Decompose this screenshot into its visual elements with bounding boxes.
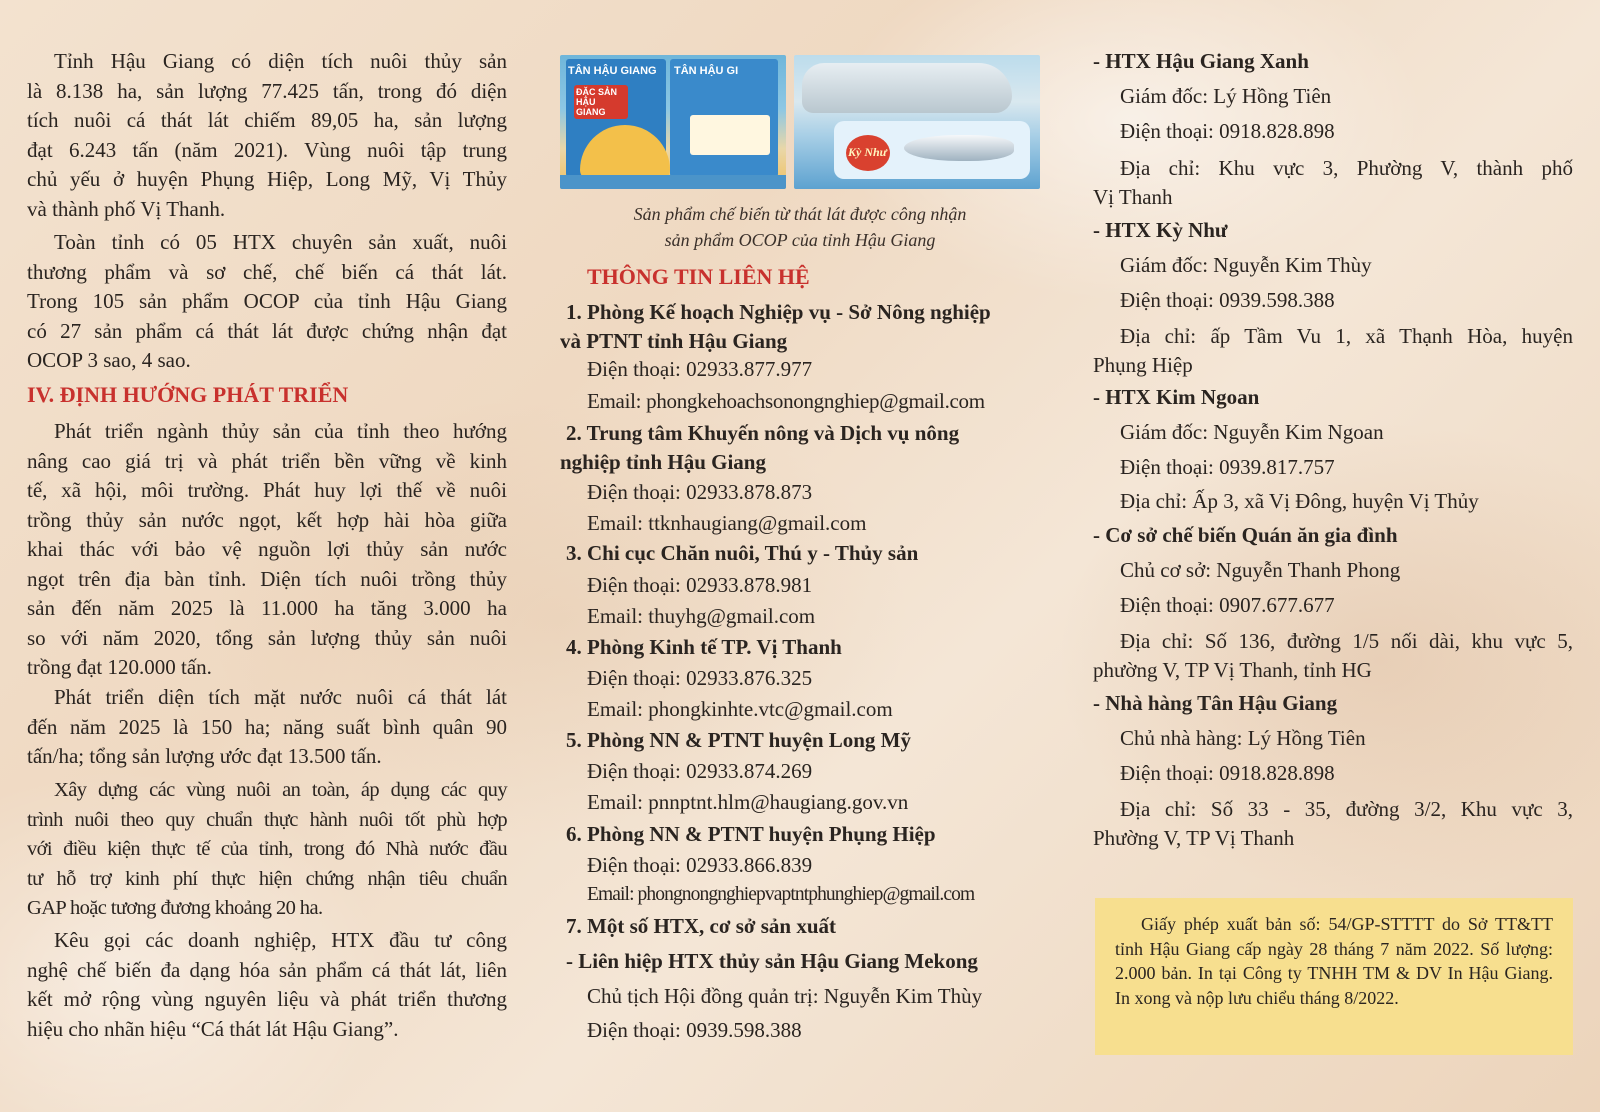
paragraph-line: thương phẩm và sơ chế, chế biến cá thát lát. [27, 259, 507, 284]
org-4-owner: Chủ cơ sở: Nguyễn Thanh Phong [1120, 558, 1401, 582]
contact-2-email: Email: ttknhaugiang@gmail.com [587, 511, 867, 535]
paragraph-target-2025 [27, 683, 507, 772]
org-2-name: - HTX Kỳ Như [1093, 218, 1228, 242]
fish-package-label: Kỳ Như [848, 145, 887, 159]
paragraph-line: GAP hoặc tương đương khoảng 20 ha. [27, 897, 323, 919]
photo-caption [560, 201, 1040, 253]
paragraph-line: so với năm 2020, tổng sản lượng thủy sản nuôi [27, 625, 507, 650]
paragraph-line: với điều kiện thực tế của tỉnh, trong đó Nhà nước đầu [27, 838, 507, 860]
paragraph-cooperatives [27, 228, 507, 376]
photo-caption-line-1: Sản phẩm chế biến từ thát lát được công nhận [633, 204, 967, 224]
contact-1-title-line-2: và PTNT tỉnh Hậu Giang [560, 329, 788, 353]
contact-6-email: Email: phongnongnghiepvaptntphunghiep@gmail.com [587, 884, 975, 905]
paragraph-line: tích nuôi cá thát lát chiếm 89,05 ha, sản lượng [27, 108, 507, 132]
org-1-name: - HTX Hậu Giang Xanh [1093, 49, 1309, 73]
paragraph-line: kết mở rộng vùng nguyên liệu và phát triển thương [27, 987, 507, 1011]
paragraph-line: Tỉnh Hậu Giang có diện tích nuôi thủy sản [54, 49, 507, 73]
contact-6-title: 6. Phòng NN & PTNT huyện Phụng Hiệp [566, 822, 936, 846]
paragraph-call-investment [27, 926, 507, 1044]
paragraph-line: trồng thủy sản nước ngọt, kết hợp hài hòa giữa [27, 507, 507, 532]
org-4-address-line-1: Địa chỉ: Số 136, đường 1/5 nối dài, khu vực 5, [1120, 629, 1573, 653]
org-5-address [1093, 795, 1573, 853]
paragraph-line: sản đến năm 2025 là 11.000 ha tăng 3.000 ha [27, 596, 507, 620]
paragraph-line: Xây dựng các vùng nuôi an toàn, áp dụng các quy [54, 779, 507, 801]
org-2-director: Giám đốc: Nguyễn Kim Thùy [1120, 253, 1372, 277]
paragraph-line: Toàn tỉnh có 05 HTX chuyên sản xuất, nuôi [54, 230, 507, 254]
contact-6-phone: Điện thoại: 02933.866.839 [587, 853, 813, 877]
contact-4-title: 4. Phòng Kinh tế TP. Vị Thanh [566, 635, 842, 659]
section-title-development: IV. ĐỊNH HƯỚNG PHÁT TRIỂN [27, 382, 349, 407]
paragraph-line: và thành phố Vị Thanh. [27, 196, 226, 221]
photo-caption-line-2: sản phẩm OCOP của tỉnh Hậu Giang [664, 230, 936, 250]
contact-5-phone: Điện thoại: 02933.874.269 [587, 759, 813, 783]
org-4-address [1093, 627, 1573, 685]
contact-2-title-line-2: nghiệp tỉnh Hậu Giang [560, 450, 766, 474]
org-1-address-line-2: Vị Thanh [1093, 185, 1173, 209]
fish-illustration [904, 135, 1014, 161]
org-4-phone: Điện thoại: 0907.677.677 [1120, 593, 1335, 617]
box-front-panel [690, 115, 770, 155]
contact-5-title: 5. Phòng NN & PTNT huyện Long Mỹ [566, 728, 912, 752]
org-1-address-line-1: Địa chỉ: Khu vực 3, Phường V, thành phố [1120, 156, 1573, 180]
contact-1-phone: Điện thoại: 02933.877.977 [587, 357, 813, 381]
contact-7-union: - Liên hiệp HTX thủy sản Hậu Giang Mekong [566, 949, 978, 973]
contact-heading: THÔNG TIN LIÊN HỆ [587, 264, 810, 289]
paragraph-line: Phát triển ngành thủy sản của tỉnh theo hướng [54, 419, 507, 443]
fish-product-photo [794, 55, 1040, 189]
org-2-address-line-2: Phụng Hiệp [1093, 353, 1193, 377]
fish-fillet [802, 63, 1012, 113]
org-4-address-line-2: phường V, TP Vị Thanh, tỉnh HG [1093, 658, 1372, 682]
contact-4-phone: Điện thoại: 02933.876.325 [587, 666, 813, 690]
publication-license-text: Giấy phép xuất bản số: 54/GP-STTTT do Sở TT&TT tỉnh Hậu Giang cấp ngày 28 tháng 7 năm 2022. Số lượng: 2.000 bản. In tại Công ty TNHH TM & DV In Hậu Giang. In xong và nộp lưu chiểu tháng 8/2022. [1115, 914, 1553, 1008]
contact-4-email: Email: phongkinhte.vtc@gmail.com [587, 697, 893, 721]
paragraph-line: trình nuôi theo quy chuẩn thực hành nuôi tốt phù hợp [27, 808, 507, 831]
paragraph-line: OCOP 3 sao, 4 sao. [27, 348, 191, 372]
paragraph-line: nâng cao giá trị và phát triển bền vững về kinh [27, 448, 507, 473]
contact-1-email: Email: phongkehoachsonongnghiep@gmail.com [587, 389, 985, 413]
paragraph-line: ngọt trên địa bàn tỉnh. Diện tích nuôi trồng thủy [27, 566, 507, 591]
box-brand-label-2: TÂN HẬU GI [674, 65, 739, 77]
paragraph-line: chủ yếu ở huyện Phụng Hiệp, Long Mỹ, Vị Thủy [27, 167, 507, 191]
contact-1-title-line-1: 1. Phòng Kế hoạch Nghiệp vụ - Sở Nông nghiệp [566, 300, 991, 324]
table-surface [560, 175, 786, 189]
org-3-director: Giám đốc: Nguyễn Kim Ngoan [1120, 420, 1384, 444]
org-2-phone: Điện thoại: 0939.598.388 [1120, 288, 1335, 312]
paragraph-line: hiệu cho nhãn hiệu “Cá thát lát Hậu Giang”. [27, 1016, 399, 1041]
contact-1-title [560, 298, 1042, 356]
paragraph-line: trồng đạt 120.000 tấn. [27, 655, 212, 679]
paragraph-line: đến năm 2025 là 150 ha; năng suất bình quân 90 [27, 714, 507, 739]
paragraph-line: nghệ chế biến đa dạng hóa sản phẩm cá thát lát, liên [27, 957, 507, 982]
org-3-name: - HTX Kim Ngoan [1093, 385, 1260, 409]
publication-license-box [1095, 898, 1573, 1055]
paragraph-line: tấn/ha; tổng sản lượng ước đạt 13.500 tấn. [27, 744, 382, 768]
paragraph-safe-zones [27, 776, 507, 924]
contact-7-phone: Điện thoại: 0939.598.388 [587, 1018, 802, 1042]
paragraph-line: Trong 105 sản phẩm OCOP của tỉnh Hậu Giang [27, 289, 507, 313]
contact-2-title-line-1: 2. Trung tâm Khuyến nông và Dịch vụ nông [566, 421, 960, 445]
contact-2-title [560, 419, 1042, 477]
paragraph-line: có 27 sản phẩm cá thát lát được chứng nhận đạt [27, 318, 507, 343]
org-1-phone: Điện thoại: 0918.828.898 [1120, 119, 1335, 143]
paragraph-line: khai thác với bảo vệ nguồn lợi thủy sản nước [27, 537, 507, 561]
org-5-name: - Nhà hàng Tân Hậu Giang [1093, 691, 1338, 715]
contact-3-email: Email: thuyhg@gmail.com [587, 604, 816, 628]
box-sub-label: ĐẶC SẢN HẬU GIANG [574, 85, 628, 119]
paragraph-development [27, 417, 507, 683]
contact-2-phone: Điện thoại: 02933.878.873 [587, 480, 813, 504]
org-1-address [1093, 154, 1573, 212]
contact-7-title: 7. Một số HTX, cơ sở sản xuất [566, 914, 837, 938]
org-5-address-line-2: Phường V, TP Vị Thanh [1093, 826, 1295, 850]
paragraph-line: đạt 6.243 tấn (năm 2021). Vùng nuôi tập trung [27, 137, 507, 162]
paragraph-line: Kêu gọi các doanh nghiệp, HTX đầu tư công [54, 928, 507, 952]
org-5-address-line-1: Địa chỉ: Số 33 - 35, đường 3/2, Khu vực 3, [1120, 797, 1573, 821]
org-5-phone: Điện thoại: 0918.828.898 [1120, 761, 1335, 785]
paragraph-line: tư hỗ trợ kinh phí thực hiện chứng nhận tiêu chuẩn [27, 867, 507, 890]
org-4-name: - Cơ sở chế biến Quán ăn gia đình [1093, 523, 1398, 547]
contact-7-chair: Chủ tịch Hội đồng quản trị: Nguyễn Kim Thùy [587, 984, 983, 1008]
contact-5-email: Email: pnnptnt.hlm@haugiang.gov.vn [587, 790, 909, 814]
org-2-address-line-1: Địa chỉ: ấp Tầm Vu 1, xã Thạnh Hòa, huyện [1120, 324, 1573, 348]
org-1-director: Giám đốc: Lý Hồng Tiên [1120, 84, 1332, 108]
paragraph-line: tế, xã hội, môi trường. Phát huy lợi thế về nuôi [27, 478, 507, 502]
org-2-address [1093, 322, 1573, 380]
product-boxes-photo [560, 55, 786, 189]
paragraph-line: Phát triển diện tích mặt nước nuôi cá thát lát [54, 685, 507, 709]
contact-3-phone: Điện thoại: 02933.878.981 [587, 573, 813, 597]
org-3-address: Địa chỉ: Ấp 3, xã Vị Đông, huyện Vị Thủy [1120, 489, 1479, 513]
contact-3-title: 3. Chi cục Chăn nuôi, Thú y - Thủy sản [566, 541, 919, 565]
org-3-phone: Điện thoại: 0939.817.757 [1120, 455, 1335, 479]
box-brand-label-1: TÂN HẬU GIANG [568, 65, 657, 77]
paragraph-area-stats [27, 47, 507, 224]
paragraph-line: là 8.138 ha, sản lượng 77.425 tấn, trong đó diện [27, 78, 507, 103]
org-5-owner: Chủ nhà hàng: Lý Hồng Tiên [1120, 726, 1366, 750]
